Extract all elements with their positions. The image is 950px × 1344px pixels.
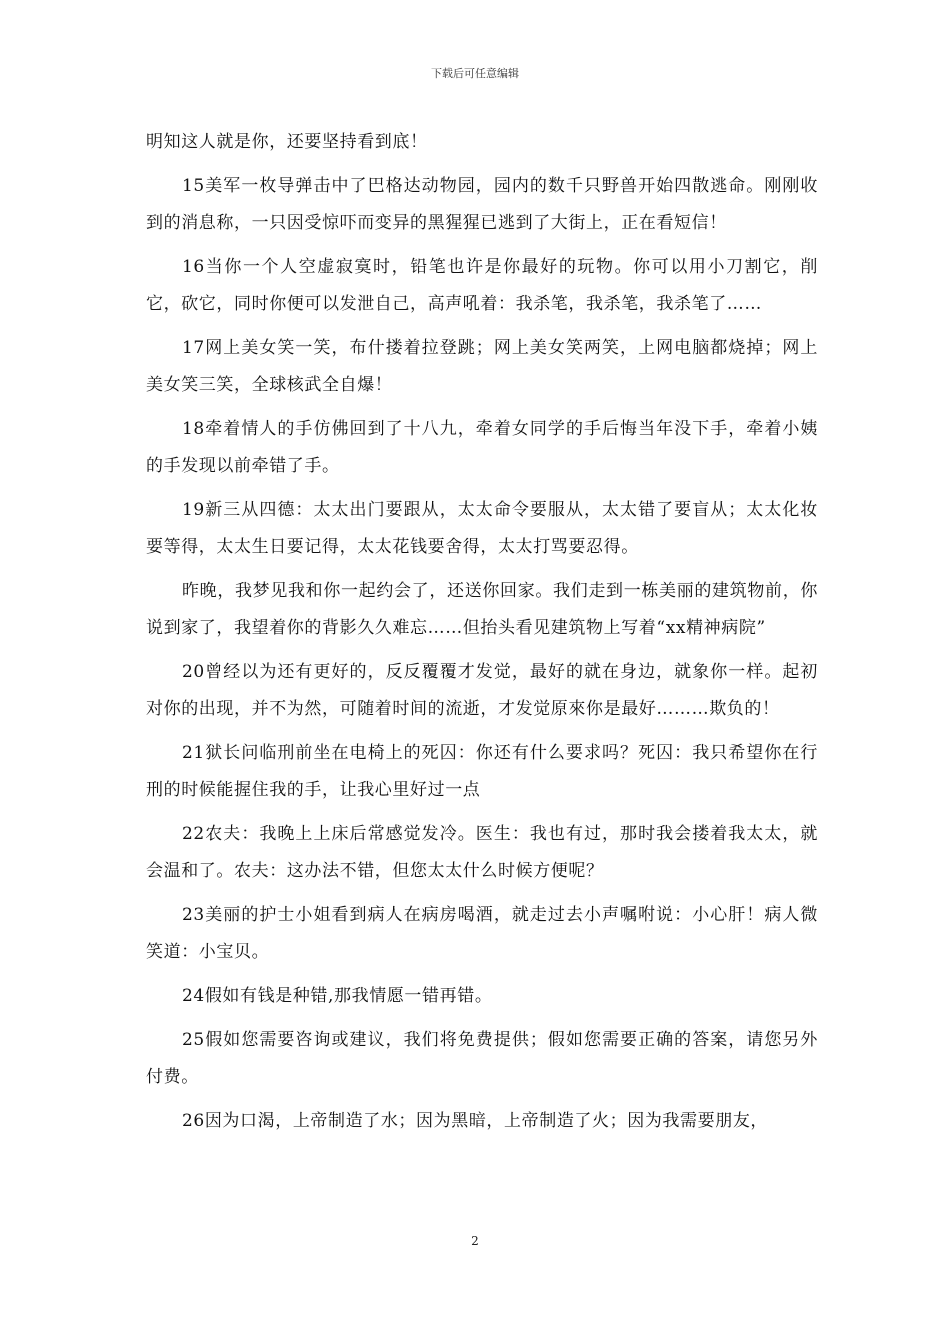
paragraph-16: 16当你一个人空虚寂寞时，铅笔也许是你最好的玩物。你可以用小刀割它，削它，砍它，同时你便可以发泄自己，高声吼着：我杀笔，我杀笔，我杀笔了…… <box>146 257 818 314</box>
paragraph-0: 明知这人就是你，还要坚持看到底！ <box>146 132 428 152</box>
paragraph-23: 23美丽的护士小姐看到病人在病房喝酒，就走过去小声嘱咐说：小心肝！病人微笑道：小宝贝。 <box>146 905 818 962</box>
paragraph-20: 20曾经以为还有更好的，反反覆覆才发觉，最好的就在身边，就象你一样。起初对你的出现，并不为然，可随着时间的流逝，才发觉原來你是最好………欺负的！ <box>146 662 818 719</box>
paragraph-17: 17网上美女笑一笑，布什搂着拉登跳；网上美女笑两笑，上网电脑都烧掉；网上美女笑三笑，全球核武全自爆！ <box>146 338 818 395</box>
paragraph-dream: 昨晚，我梦见我和你一起约会了，还送你回家。我们走到一栋美丽的建筑物前，你说到家了，我望着你的背影久久难忘……但抬头看见建筑物上写着“xx精神病院” <box>146 581 818 638</box>
paragraph-24: 24假如有钱是种错,那我情愿一错再错。 <box>182 986 493 1006</box>
paragraph-18: 18牵着情人的手仿佛回到了十八九，牵着女同学的手后悔当年没下手，牵着小姨的手发现以前牵错了手。 <box>146 419 818 476</box>
paragraph-26: 26因为口渴，上帝制造了水；因为黑暗，上帝制造了火；因为我需要朋友， <box>182 1111 769 1131</box>
paragraph-15: 15美军一枚导弹击中了巴格达动物园，园内的数千只野兽开始四散逃命。刚刚收到的消息称，一只因受惊吓而变异的黑猩猩已逃到了大街上，正在看短信！ <box>146 176 818 233</box>
document-body <box>146 124 818 1147</box>
page-header: 下载后可任意编辑 <box>431 67 519 80</box>
paragraph-22: 22农夫：我晚上上床后常感觉发冷。医生：我也有过，那时我会搂着我太太，就会温和了。农夫：这办法不错，但您太太什么时候方便呢？ <box>146 824 818 881</box>
paragraph-25: 25假如您需要咨询或建议，我们将免费提供；假如您需要正确的答案，请您另外付费。 <box>146 1030 818 1087</box>
paragraph-19: 19新三从四德：太太出门要跟从，太太命令要服从，太太错了要盲从；太太化妆要等得，太太生日要记得，太太花钱要舍得，太太打骂要忍得。 <box>146 500 818 557</box>
page-number: 2 <box>471 1234 479 1248</box>
paragraph-21: 21狱长问临刑前坐在电椅上的死囚：你还有什么要求吗？死囚：我只希望你在行刑的时候能握住我的手，让我心里好过一点 <box>146 743 818 800</box>
